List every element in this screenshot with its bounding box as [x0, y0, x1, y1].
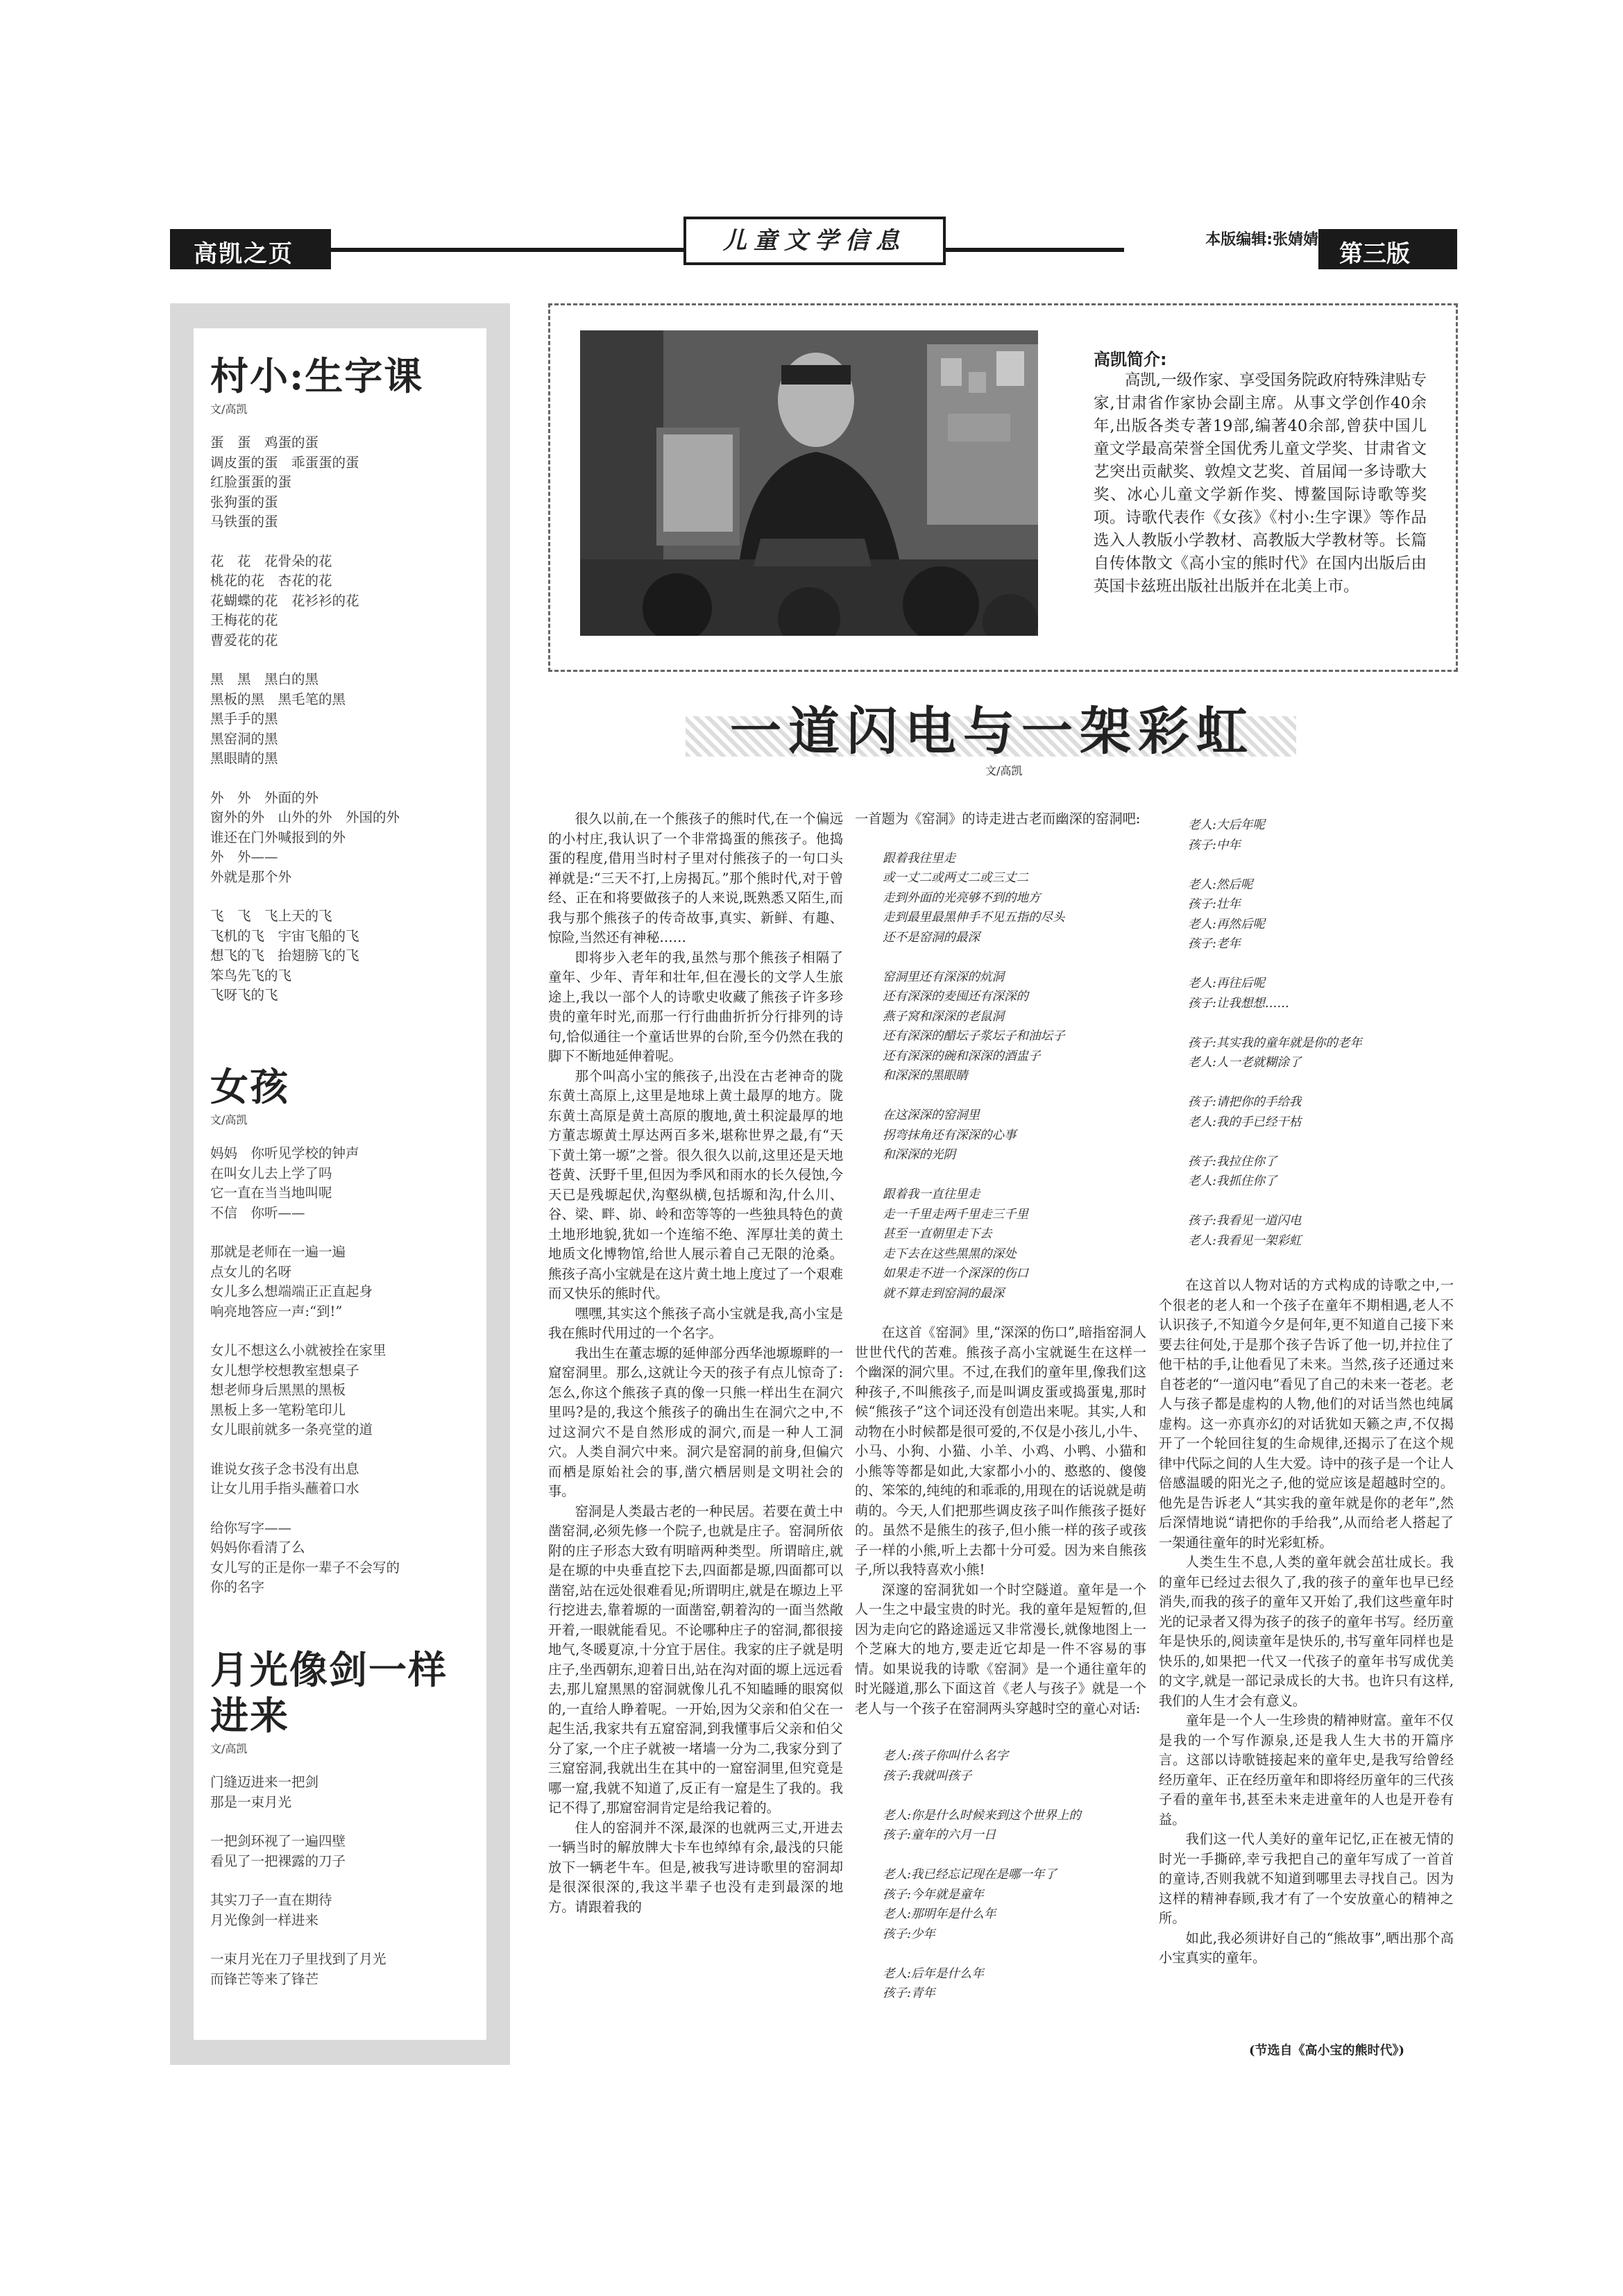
poem-1	[210, 353, 481, 1025]
stanza-gap	[883, 1165, 1146, 1185]
poem-stanza	[210, 788, 481, 888]
poem-line: 想飞的飞 抬翅膀飞的飞	[210, 947, 359, 963]
article-headline: 一道闪电与一架彩虹	[730, 702, 1255, 761]
poem-line: 妈妈你看清了么	[210, 1539, 305, 1555]
verse-line: 还有深深的碗和深深的酒盅子	[883, 1049, 1041, 1063]
verse-line: 就不算走到窑洞的最深	[883, 1286, 1004, 1301]
poetry-panel-inner	[194, 328, 486, 2040]
bio-text: 高凯,一级作家、享受国务院政府特殊津贴专家,甘肃省作家协会副主席。从事文学创作40余年,出版各类专著19部,编著40余部,曾获中国儿童文学最高荣誉全国优秀儿童文学奖、甘肃省文艺突出贡献奖、敦煌文艺奖、首届闻一多诗歌大奖、冰心儿童文学新作奖、博鳌国际诗歌等奖项。诗歌代表作《女孩》《村小:生字课》等作品选入人教版小学教材、高教版大学教材等。长篇自传体散文《高小宝的熊时代》在国内出版后由英国卡兹班出版社出版并在北美上市。	[1094, 371, 1427, 596]
poem-line: 飞 飞 飞上天的飞	[210, 908, 332, 924]
poem-line: 外 外 外面的外	[210, 789, 319, 806]
poem-line: 女儿多么想端端正正直起身	[210, 1283, 373, 1299]
poem-line: 红脸蛋蛋的蛋	[210, 474, 292, 490]
author-bio-box	[548, 303, 1458, 672]
verse-line: 孩子:其实我的童年就是你的老年	[1188, 1036, 1362, 1050]
article-column-3-dialogue	[1188, 816, 1452, 1251]
verse-line: 跟着我往里走	[883, 851, 955, 866]
stanza-gap	[1188, 855, 1452, 875]
bio-title: 高凯简介:	[1094, 350, 1167, 369]
poem-line: 而锋芒等来了锋芒	[210, 1970, 319, 1987]
verse-line: 孩子:请把你的手给我	[1188, 1095, 1302, 1109]
verse-line: 或一丈二或两丈二或三丈二	[883, 871, 1028, 885]
verse-line: 老人:那明年是什么年	[883, 1907, 996, 1921]
article-column-3	[1159, 1276, 1454, 1968]
poem-line: 谁说女孩子念书没有出息	[210, 1460, 359, 1477]
verse-line: 孩子:童年的六月一日	[883, 1828, 996, 1842]
article-paragraph: 那个叫高小宝的熊孩子,出没在古老神奇的陇东黄土高原上,这里是地球上黄土最厚的地方。陇东黄土高原是黄土高原的腹地,黄土积淀最厚的地方董志塬黄土厚达两百多米,堪称世界之最,有“天下黄土第一塬”之誉。很久很久以前,这里还是天地苍黄、沃野千里,但因为季风和雨水的长久侵蚀,今天已是残塬起伏,沟壑纵横,包括塬和沟,什么川、谷、梁、畔、峁、岭和峦等等的一些独具特色的黄土地形地貌,犹如一个连缩不绝、浑厚壮美的黄土地质文化博物馆,给世人展示着自己无限的沧桑。熊孩子高小宝就是在这片黄土地上度过了一个艰难而又快乐的熊时代。	[548, 1067, 843, 1301]
verse-line: 老人:我的手已经干枯	[1188, 1115, 1302, 1129]
poem-line: 想老师身后黑黑的黑板	[210, 1382, 346, 1398]
masthead-title: 儿童文学信息	[723, 227, 906, 255]
verse-line: 还不是窑洞的最深	[883, 930, 980, 945]
verse-line: 拐弯抹角还有深深的心事	[883, 1128, 1017, 1142]
poem-line: 黑板上多一笔粉笔印儿	[210, 1401, 346, 1418]
poem-line: 飞机的飞 宇宙飞船的飞	[210, 927, 359, 944]
poem-stanza	[210, 1832, 481, 1871]
poem-line: 看见了一把裸露的刀子	[210, 1852, 346, 1869]
poem-stanza	[210, 1891, 481, 1930]
stanza-gap	[883, 1086, 1146, 1106]
verse-line: 孩子:我拉住你了	[1188, 1154, 1277, 1169]
verse-line: 孩子:少年	[883, 1927, 935, 1941]
poetry-panel	[170, 303, 510, 2065]
poem-line: 桃花的花 杏花的花	[210, 573, 332, 589]
article-paragraph: 很久以前,在一个熊孩子的熊时代,在一个偏远的小村庄,我认识了一个非常捣蛋的熊孩子。他捣蛋的程度,借用当时村子里对付熊孩子的一句口头禅就是:“三天不打,上房揭瓦。”那个熊时代,对于曾经、正在和将要做孩子的人来说,既熟悉又陌生,而我与那个熊孩子的传奇故事,真实、新鲜、有趣、惊险,当然还有神秘……	[548, 811, 843, 945]
article-paragraph: 我们这一代人美好的童年记忆,正在被无情的时光一手撕碎,幸亏我把自己的童年写成了一首首的童诗,否则我就不知道到哪里去寻找自己。因为这样的精神春顾,我才有了一个安放童心的精神之所。	[1159, 1831, 1454, 1926]
stanza-gap	[1188, 1192, 1452, 1212]
poem-stanza	[210, 1460, 481, 1499]
poem-line: 黑窑洞的黑	[210, 730, 278, 747]
verse-line: 走一千里走两千里走三千里	[883, 1207, 1028, 1222]
poem-line: 响亮地答应一声:“到!”	[210, 1303, 343, 1319]
article-paragraph: 如此,我必须讲好自己的“熊故事”,晒出那个高小宝真实的童年。	[1159, 1930, 1454, 1966]
article-column-2	[855, 809, 1146, 2004]
verse-line: 老人:再往后呢	[1188, 977, 1265, 990]
poem-line: 花 花 花骨朵的花	[210, 552, 332, 569]
article-paragraph: 深邃的窑洞犹如一个时空隧道。童年是一个人一生之中最宝贵的时光。我的童年是短暂的,但因为走向它的路途遥远又非常漫长,就像地图上一个芝麻大的地方,要走近它却是一件不容易的事情。如果说我的诗歌《窑洞》是一个通往童年的时光隧道,那么下面这首《老人与孩子》就是一个老人与一个孩子在窑洞两头穿越时空的童心对话:	[855, 1581, 1146, 1716]
poem-line: 一把剑环视了一遍四壁	[210, 1833, 346, 1849]
article-paragraph: 窑洞是人类最古老的一种民居。若要在黄土中凿窑洞,必须先修一个院子,也就是庄子。窑洞所依附的庄子形态大致有明暗两种类型。所谓暗庄,就是在塬的中央垂直挖下去,四面都是塬,四面都可以凿窑,站在远处很难看见;所谓明庄,就是在塬边上平行挖进去,靠着塬的一面凿窑,朝着沟的一面当然敞开着,一眼就能看见。不论哪种庄子的窑洞,都很接地气,冬暖夏凉,十分宜于居住。我家的庄子就是明庄子,坐西朝东,迎着日出,站在沟对面的塬上远远看去,那儿窟黑黑的窑洞就像儿孔不知瞌睡的眼窝似的,一直给人睁着呢。一开始,因为父亲和伯父在一起生活,我家共有五窟窑洞,到我懂事后父亲和伯父分了家,一个庄子就被一堵墙一分为二,我家分到了三窟窑洞,我就出生在其中的一窟窑洞里,但究竟是哪一窟,我就不知道了,反正有一窟是生了我的。我记不得了,那窟窑洞肯定是给我记着的。	[548, 1503, 843, 1816]
poem-line: 谁还在门外喊报到的外	[210, 829, 346, 845]
poem-line: 女儿眼前就多一条亮堂的道	[210, 1421, 373, 1437]
verse-line: 如果走不进一个深深的伤口	[883, 1267, 1028, 1281]
poem-stanza	[210, 670, 481, 769]
poem-stanza	[210, 1341, 481, 1440]
stanza-gap	[883, 1944, 1146, 1964]
stanza-gap	[1188, 1013, 1452, 1033]
poem-2	[210, 1064, 481, 1617]
article-paragraph: 我出生在董志塬的延伸部分西华池塬塬畔的一窟窑洞里。那么,这就让今天的孩子有点儿惊奇了:怎么,你这个熊孩子真的像一只熊一样出生在洞穴里吗?是的,我这个熊孩子的确出生在洞穴之中,不过这洞穴不是自然形成的洞穴,而是一种人工洞穴。人类自洞穴中来。洞穴是窑洞的前身,但偏穴而栖是原始社会的事,凿穴栖居则是文明社会的事。	[548, 1344, 843, 1499]
verse-line: 和深深的黑眼睛	[883, 1069, 968, 1083]
verse-line: 孩子:我看见一道闪电	[1188, 1214, 1302, 1228]
poem-title: 村小:生字课	[210, 353, 424, 398]
poem-line: 其实刀子一直在期待	[210, 1892, 332, 1908]
verse-line: 跟着我一直往里走	[883, 1188, 980, 1201]
cave-poem	[855, 849, 1146, 1304]
verse-line: 老人:孩子你叫什么名字	[883, 1749, 1008, 1763]
poem-line: 给你写字——	[210, 1519, 292, 1536]
article-paragraph: 在这首《窑洞》里,“深深的伤口”,暗指窑洞人世世代代的苦难。熊孩子高小宝就诞生在这样一个幽深的洞穴里。不过,在我们的童年里,像我们这种孩子,不叫熊孩子,而是叫调皮蛋或捣蛋鬼,那时候“熊孩子”这个词还没有创造出来呢。其实,人和动物在小时候都是很可爱的,不仅是小孩儿,小牛、小马、小狗、小猫、小羊、小鸡、小鸭、小猫和小熊等等都是如此,大家都小小的、憨憨的、傻傻的、笨笨的,纯纯的和乖乖的,用现在的话说就是萌萌的。今天,人们把那些调皮孩子叫作熊孩子挺好的。虽然不是熊生的孩子,但小熊一样的孩子或孩子一样的小熊,听上去都十分可爱。因为来自熊孩子,所以我特喜欢小熊!	[855, 1324, 1146, 1578]
poem-line: 那就是老师在一遍一遍	[210, 1244, 346, 1260]
article-paragraph: 嘿嘿,其实这个熊孩子高小宝就是我,高小宝是我在熊时代用过的一个名字。	[548, 1305, 843, 1341]
dialogue-poem	[855, 1746, 1146, 2004]
poem-line: 妈妈 你听见学校的钟声	[210, 1145, 359, 1161]
article-paragraph: 即将步入老年的我,虽然与那个熊孩子相隔了童年、少年、青年和壮年,但在漫长的文学人生旅途上,我以一部个人的诗歌史收藏了熊孩子许多珍贵的童年时光,而那一行行曲曲折折分行排列的诗句,恰似通往一个童话世界的台阶,至今仍然在我的脚下不断地延伸着呢。	[548, 949, 843, 1064]
verse-line: 甚至一直朝里走下去	[883, 1227, 992, 1241]
verse-line: 孩子:老年	[1188, 937, 1241, 951]
verse-line: 孩子:中年	[1188, 838, 1241, 852]
article-paragraph: 在这首以人物对话的方式构成的诗歌之中,一个很老的老人和一个孩子在童年不期相遇,老人不认识孩子,不知道今夕是何年,更不知道自己接下来要去往何处,于是那个孩子告诉了他一切,并拉住了他干枯的手,让他看见了未来。当然,孩子还通过来自苍老的“一道闪电”看见了自己的未来一苍老。老人与孩子都是虚构的人物,他们的对话当然也纯属虚构。这一亦真亦幻的对话犹如天籁之声,不仅揭开了一个轮回往复的生命规律,还揭示了在这个规律中代际之间的人生大爱。诗中的孩子是一个让人倍感温暖的阳光之子,他的觉应该是超越时空的。他先是告诉老人“其实我的童年就是你的老年”,然后深情地说“请把你的手给我”,从而给老人搭起了一架通往童年的时光彩虹桥。	[1159, 1277, 1454, 1551]
verse-line: 走下去在这些黑黑的深处	[883, 1247, 1017, 1261]
poem-title: 女孩	[210, 1064, 290, 1109]
poem-stanza	[210, 552, 481, 651]
verse-line: 老人:我抓住你了	[1188, 1174, 1277, 1188]
verse-line: 窑洞里还有深深的炕洞	[883, 970, 1004, 984]
stanza-gap	[1188, 954, 1452, 974]
verse-line: 老人:后年是什么年	[883, 1966, 984, 1981]
article-byline: 文/高凯	[985, 764, 1023, 777]
verse-line: 在这深深的窑洞里	[883, 1108, 980, 1122]
poem-stanza	[210, 1519, 481, 1598]
poem-stanza	[210, 906, 481, 1006]
article-paragraph: 童年是一个人一生珍贵的精神财富。童年不仅是我的一个写作源泉,还是我人生大书的开篇序言。这部以诗歌链接起来的童年史,是我写给曾经经历童年、正在经历童年和即将经历童年的三代孩子看的童年书,甚至未来走进童年的人也是开卷有益。	[1159, 1712, 1454, 1827]
poem-author: 文/高凯	[210, 403, 248, 416]
verse-line: 老人:大后年呢	[1188, 818, 1265, 832]
poem-line: 你的名字	[210, 1579, 265, 1595]
verse-line: 还有深深的醋坛子浆坛子和油坛子	[883, 1029, 1065, 1043]
poem-line: 女儿想学校想教室想桌子	[210, 1362, 359, 1378]
poem-line: 让女儿用手指头蘸着口水	[210, 1480, 359, 1496]
article-paragraph: 人类生生不息,人类的童年就会茁壮成长。我的童年已经过去很久了,我的孩子的童年也早已经消失,而我的孩子的童年又开始了,我们这些童年时光的记录者又得为孩子的孩子的童年书写。经历童年是快乐的,阅读童年是快乐的,书写童年同样也是快乐的,如果把一代又一代孩子的童年书写成优美的文字,就是一部记录成长的大书。也许只有这样,我们的人生才会有意义。	[1159, 1554, 1454, 1709]
poem-line: 飞呀飞的飞	[210, 987, 278, 1003]
poem-line: 不信 你听——	[210, 1204, 305, 1221]
verse-line: 老人:你是什么时候来到这个世界上的	[883, 1808, 1081, 1823]
poem-line: 月光像剑一样进来	[210, 1911, 319, 1928]
poem-line: 外就是那个外	[210, 868, 292, 885]
editor-credit: 本版编辑:张婧婧	[1124, 226, 1325, 254]
verse-line: 孩子:壮年	[1188, 897, 1241, 911]
stanza-gap	[883, 947, 1146, 968]
article-column-1	[548, 809, 843, 1917]
article-paragraph: 一首题为《窑洞》的诗走进古老而幽深的窑洞吧:	[855, 811, 1141, 827]
verse-line: 老人:人一老就糊涂了	[1188, 1056, 1302, 1070]
poem-stanza	[210, 433, 481, 532]
stanza-gap	[1188, 1132, 1452, 1152]
verse-line: 和深深的光阴	[883, 1148, 955, 1162]
poem-line: 在叫女儿去上学了吗	[210, 1165, 332, 1181]
poem-line: 外 外——	[210, 849, 278, 865]
stanza-gap	[1188, 1073, 1452, 1093]
poem-line: 女儿不想这么小就被拴在家里	[210, 1342, 386, 1358]
edition-label: 第三版	[1339, 240, 1410, 268]
verse-line: 老人:我看见一架彩虹	[1188, 1233, 1302, 1248]
poem-line: 它一直在当当地叫呢	[210, 1185, 332, 1201]
verse-line: 孩子:让我想想……	[1188, 996, 1289, 1011]
stanza-gap	[883, 1846, 1146, 1866]
article-paragraph: 住人的窑洞并不深,最深的也就两三丈,开进去一辆当时的解放牌大卡车也绰绰有余,最浅的只能放下一辆老牛车。但是,被我写进诗歌里的窑洞却是很深很深的,我这半辈子也没有走到最深的地方。请跟着我的	[548, 1819, 843, 1915]
poem-line: 点女儿的名呀	[210, 1263, 292, 1280]
section-label: 高凯之页	[194, 240, 294, 268]
poem-line: 黑眼睛的黑	[210, 750, 278, 766]
poem-stanza	[210, 1242, 481, 1322]
verse-line: 走到外面的光亮够不到的地方	[883, 890, 1041, 905]
verse-line: 孩子:我就叫孩子	[883, 1769, 972, 1783]
poem-line: 花蝴蝶的花 花衫衫的花	[210, 592, 359, 609]
poem-line: 调皮蛋的蛋 乖蛋蛋的蛋	[210, 454, 359, 471]
poem-line: 曹爱花的花	[210, 632, 278, 648]
author-photo-image	[580, 330, 1038, 636]
poem-author: 文/高凯	[210, 1113, 248, 1126]
poem-line: 张狗蛋的蛋	[210, 493, 278, 510]
poem-stanza	[210, 1144, 481, 1223]
article-source-credit: (节选自《高小宝的熊时代》)	[1249, 2043, 1405, 2058]
verse-line: 老人:然后呢	[1188, 877, 1253, 892]
poem-line: 黑 黑 黑白的黑	[210, 671, 319, 687]
poem-line: 窗外的外 山外的外 外国的外	[210, 809, 400, 825]
poem-title: 月光像剑一样进来	[210, 1647, 448, 1738]
section-label-box	[170, 229, 331, 269]
verse-line: 走到最里最黑伸手不见五指的尽头	[883, 911, 1065, 925]
stanza-gap	[883, 1786, 1146, 1806]
verse-line: 燕子窝和深深的老鼠洞	[883, 1009, 1004, 1024]
verse-line: 孩子:今年就是童年	[883, 1887, 984, 1902]
poem-stanza	[210, 1950, 481, 1989]
poem-line: 门缝迈进来一把剑	[210, 1774, 319, 1790]
poem-line: 那是一束月光	[210, 1793, 292, 1810]
author-photo	[580, 330, 1038, 636]
poem-line: 笨鸟先飞的飞	[210, 967, 292, 984]
verse-line: 老人:我已经忘记现在是哪一年了	[883, 1868, 1057, 1882]
poem-line: 王梅花的花	[210, 612, 278, 628]
poem-line: 马铁蛋的蛋	[210, 514, 278, 530]
poem-line: 蛋 蛋 鸡蛋的蛋	[210, 434, 319, 450]
poem-author: 文/高凯	[210, 1742, 248, 1755]
verse-line: 还有深深的麦囤还有深深的	[883, 990, 1028, 1004]
masthead-title-box	[683, 217, 946, 265]
masthead	[170, 229, 1457, 269]
poem-line: 黑手手的黑	[210, 711, 278, 727]
verse-line: 孩子:青年	[883, 1986, 935, 2000]
verse-line: 老人:再然后呢	[1188, 917, 1265, 931]
poem-stanza	[210, 1773, 481, 1812]
poem-line: 女儿写的正是你一辈子不会写的	[210, 1559, 400, 1576]
poem-line: 黑板的黑 黑毛笔的黑	[210, 691, 346, 707]
poem-3	[210, 1647, 481, 2009]
edition-label-box	[1318, 229, 1457, 269]
poem-line: 一束月光在刀子里找到了月光	[210, 1951, 386, 1967]
